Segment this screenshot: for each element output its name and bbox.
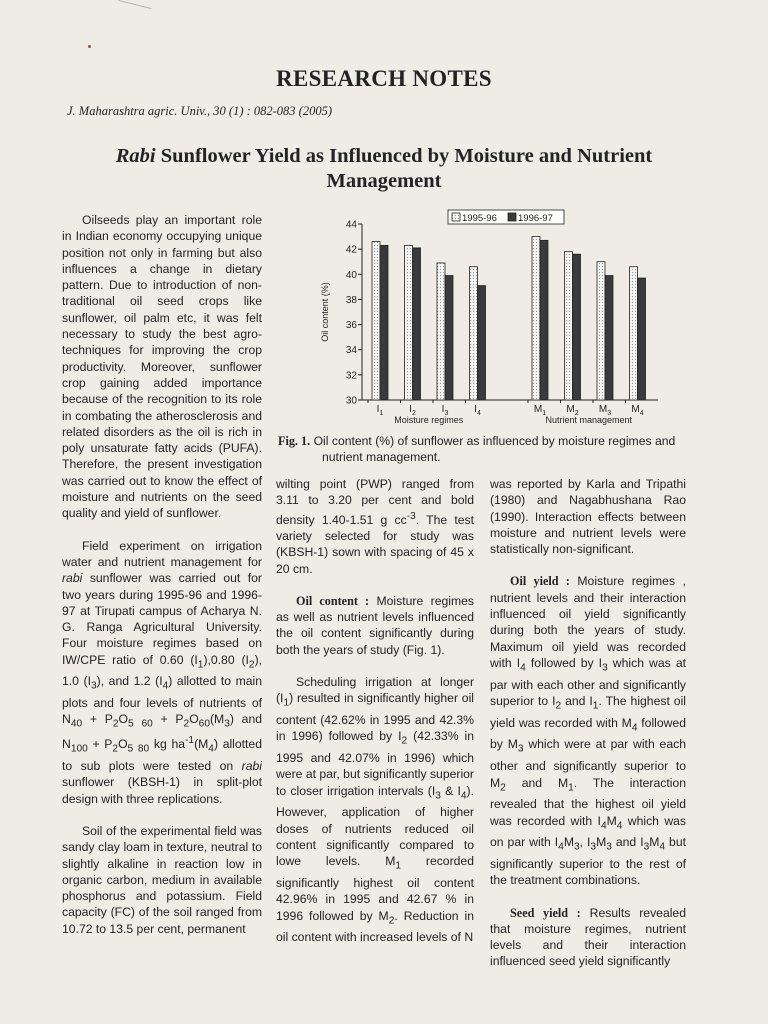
bar-1996-97-I1 [380, 245, 388, 400]
x-tick-label: $I_4$ [474, 404, 481, 417]
bar-1995-96-I2 [405, 245, 413, 400]
body-column-3 [490, 476, 686, 970]
bar-1995-96-I3 [437, 263, 445, 400]
y-axis-title: Oil content (%) [320, 282, 330, 342]
y-tick-label: 32 [345, 370, 357, 382]
y-tick-label: 38 [345, 294, 357, 306]
title-italic-word: Rabi [115, 145, 156, 167]
bar-1995-96-M4 [630, 267, 638, 400]
figure-caption [278, 433, 690, 465]
bar-1996-97-M1 [540, 240, 548, 400]
legend-label-1995-96: 1995-96 [462, 213, 497, 224]
paper-speck [88, 45, 91, 48]
paragraph-soil-cont: wilting point (PWP) ranged from 3.11 to 3.20 per cent and bold density 1.40-1.51 g $cc^{-3}$. The test variety selected for study was (KBSH-1) sown with spacing of 45 x 20 cm. [276, 477, 474, 576]
subheading-oil-yield: Oil yield : [510, 574, 570, 589]
legend-swatch-1995-96 [452, 213, 460, 221]
x-tick-label: $M_3$ [598, 404, 612, 417]
bar-1995-96-I1 [372, 242, 380, 400]
bar-1996-97-M3 [605, 276, 613, 400]
paragraph-intro: Oilseeds play an important role in Indian economy occupying unique position not only in farming but also influences a change in dietary pattern. Due to introduction of non-traditional oil seed crops like sunflower, oil palm etc, it was felt necessary to study the best agro-techniques for improving the crop productivity. Moreover, sunflower crop gaining added importance because of the recognition to its role in combating the atherosclerosis and related disorders as the oil is rich in poly unsaturate fatty acids (PUFA). Therefore, the present investigation was carried out to know the effect of moisture and nutrients on the seed quality and yield of sunflower. [62, 213, 262, 521]
legend-label-1996-97: 1996-97 [518, 213, 553, 224]
bar-1996-97-M2 [573, 254, 581, 400]
y-tick-label: 34 [345, 345, 357, 357]
title-text: Sunflower Yield as Influenced by Moisture and Nutrient Management [160, 145, 653, 192]
x-tick-label: $M_2$ [566, 404, 579, 417]
figure-caption-text: Oil content (%) of sunflower as influenced by moisture regimes and nutrient management. [313, 434, 676, 464]
x-tick-label: $M_1$ [533, 404, 547, 417]
journal-citation: J. Maharashtra agric. Univ., 30 (1) : 082-083 (2005) [67, 104, 333, 118]
bar-1996-97-I2 [413, 248, 421, 400]
paragraph-seed-yield: Seed yield : Results revealed that moisture regimes, nutrient levels and their interaction influenced seed yield significantly [490, 905, 686, 969]
bar-1996-97-I3 [445, 276, 453, 400]
paper-scratch-mark [118, 0, 151, 9]
section-heading: RESEARCH NOTES [276, 66, 492, 91]
paragraph-oil-yield: Oil yield : Moisture regimes , nutrient levels and their interaction influenced oil yield significantly during both the years of study. Maximum oil yield was recorded with $I_4$ followed by $I_3$ which was at par with each other and significantly superior to $I_2$ and $I_1$. The highest oil yield was recorded with $M_4$ followed by $M_3$ which were at par with each other and significantly superior to $M_2$ and $M_1$. The interaction revealed that the highest oil yield was recorded with $I_4M_4$ which was on par with $I_4M_3$, $I_3M_3$ and $I_3M_4$ but significantly superior to the rest of the treatment combinations. [490, 574, 686, 888]
paragraph-methods: Field experiment on irrigation water and nutrient management for rabi sunflower was carried out for two years during 1995-96 and 1996-97 at Tirupati campus of Acharya N. G. Ranga Agricultural University. Four moisture regimes based on IW/CPE ratio of 0.60 $(I_1),0.80$ $(I_2)$, 1.0 $(I_3)$, and 1.2 $(I_4)$ allotted to main plots and four levels of nutrients of $N_{40} + P_2O_5$ $_{60} + P_2O_{60}(M_3)$ and $N_{100} + P_2O_5$ $_{80}$ kg $ha^{-1}(M_4)$ allotted to sub plots were tested on rabi sunflower (KBSH-1) in split-plot design with three replications. [62, 538, 263, 806]
x-group-label: Nutrient management [545, 415, 633, 425]
paragraph-references: was reported by Karla and Tripathi (1980) and Nagabhushana Rao (1990). Interaction effects between moisture and nutrient levels were statistically non-significant. [490, 477, 686, 557]
x-tick-label: $I_1$ [376, 404, 384, 417]
y-tick-label: 44 [345, 219, 357, 231]
y-tick-label: 36 [345, 320, 357, 332]
paragraph-oil-content: Oil content : Moisture regimes as well as nutrient levels influenced the oil content significantly during both the years of study (Fig. 1). [276, 593, 474, 657]
bar-1995-96-I4 [470, 267, 478, 400]
bar-1995-96-M3 [597, 262, 605, 400]
article-title [60, 144, 708, 194]
body-column-1 [62, 212, 262, 937]
paragraph-soil: Soil of the experimental field was sandy clay loam in texture, neutral to slightly alkaline in reaction low in organic carbon, medium in available phosphorus and potassium. Field capacity (FC) of the soil ranged from 10.72 to 13.5 per cent, permanent [62, 823, 262, 936]
bar-1996-97-I4 [478, 286, 486, 400]
oil-content-bar-chart [310, 208, 692, 430]
x-tick-label: $M_4$ [631, 404, 644, 417]
y-tick-label: 30 [345, 395, 357, 407]
subheading-seed-yield: Seed yield : [510, 905, 581, 920]
bar-1995-96-M1 [532, 237, 540, 400]
y-tick-label: 40 [345, 269, 357, 281]
subheading-oil-content: Oil content : [296, 593, 370, 608]
body-column-2 [276, 476, 474, 946]
bar-1995-96-M2 [565, 252, 573, 400]
x-group-label: Moisture regimes [394, 415, 464, 425]
x-tick-label: $I_3$ [441, 404, 449, 417]
x-tick-label: $I_2$ [409, 404, 416, 417]
legend-swatch-1996-97 [508, 213, 516, 221]
paragraph-irrigation: Scheduling irrigation at longer $(I_1)$ resulted in significantly higher oil content (42.62% in 1995 and 42.3% in 1996) followed by $I_2$ (42.33% in 1995 and 42.07% in 1996) which were at par, but significantly superior to closer irrigation intervals ($I_3$ & $I_4$). However, application of higher doses of nutrients reduced oil content significantly compared to lowe levels. $M_1$ recorded significantly highest oil content 42.96% in 1995 and 42.67 % in 1996 followed by $M_2$. Reduction in oil content with increased levels of N [276, 675, 475, 945]
bar-1996-97-M4 [638, 278, 646, 400]
y-tick-label: 42 [345, 244, 357, 256]
figure-label: Fig. 1. [278, 434, 311, 448]
